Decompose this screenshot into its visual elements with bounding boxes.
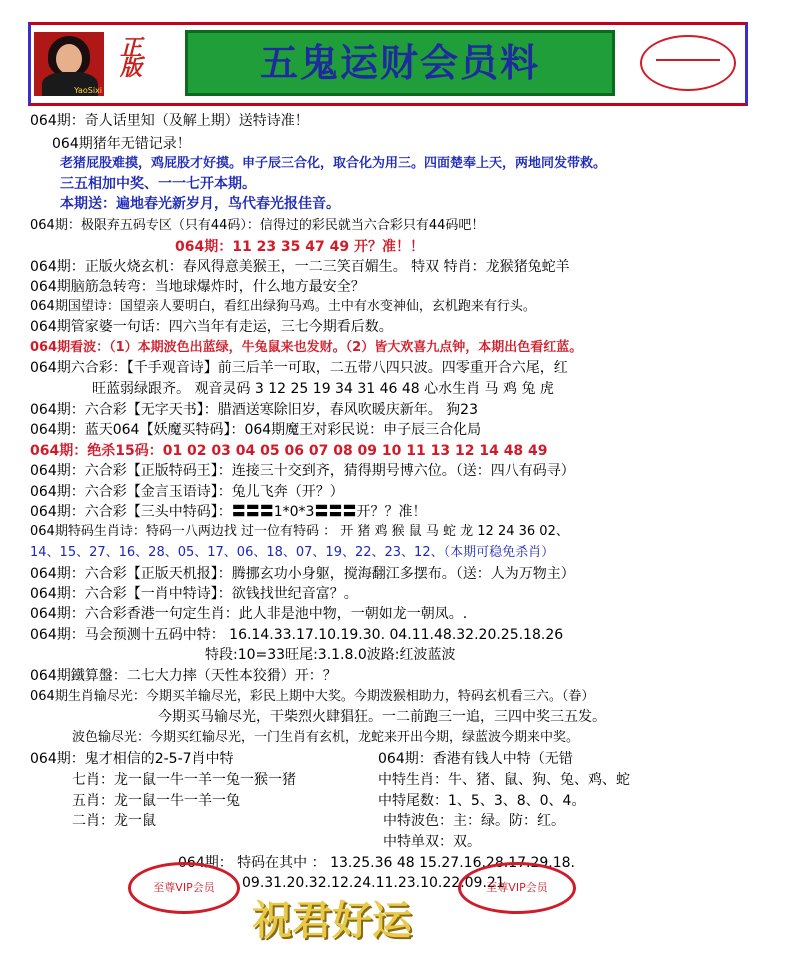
- oval-stamp-icon: [640, 35, 736, 91]
- line-21: 064期特码生肖诗：特码一八两边找 过一位有特码 ： 开 猪 鸡 猴 鼠 马 蛇 龙 12 24 36 02、: [30, 524, 569, 539]
- line-5: 本期送：遍地春光新岁月，鸟代春光报佳音。: [60, 196, 340, 212]
- vip-stamp-right-text: 至尊VIP会员: [486, 881, 548, 894]
- line-39: 中特波色：主：绿。防：红。: [383, 813, 565, 829]
- line-18: 064期：六合彩【正版特码王】：连接三十交到齐，猜得期号博六位。（送：四八有码寻）: [30, 463, 575, 479]
- line-24: 064期：六合彩【一肖中特诗】：欲钱找世纪音富？。: [30, 586, 358, 602]
- line-36: 五肖：龙一鼠一牛一羊一兔: [72, 793, 240, 809]
- vip-stamp-left-text: 至尊VIP会员: [153, 881, 215, 894]
- line-15: 064期：六合彩【无字天书】：腊酒送寒除旧岁，春风吹暖庆新年。 狗23: [30, 402, 478, 418]
- line-28: 064期鐵算盤：二七大力摔（天性本狡猾）开：？: [30, 668, 337, 684]
- line-26: 064期：马会预测十五码中特： 16.14.33.17.10.19.30. 04.11.48.32.20.25.18.26: [30, 627, 564, 643]
- blessing-text: 祝君好运: [252, 897, 412, 944]
- line-6: 064期：极限弃五码专区（只有44码）：信得过的彩民就当六合彩只有44码吧！: [30, 218, 485, 233]
- line-25: 064期：六合彩香港一句定生肖：此人非是池中物，一朝如龙一朝凤。.: [30, 606, 468, 622]
- line-13: 064期六合彩：【千手观音诗】前三后羊一可取，二五带八四只波。四零重开合六尾，红: [30, 360, 568, 376]
- line-34: 七肖：龙一鼠一牛一羊一兔一猴一猪: [72, 772, 296, 788]
- vip-stamp-right: [458, 862, 576, 914]
- line-40: 中特单双：双。: [383, 834, 481, 850]
- line-8: 064期：正版火烧玄机：春风得意美猴王，一二三笑百媚生。 特双 特肖：龙猴猪兔蛇羊: [30, 259, 570, 275]
- line-42: 09.31.20.32.12.24.11.23.10.22.09.21: [242, 875, 505, 891]
- line-7: 064期：11 23 35 47 49 开？准！！: [175, 239, 425, 255]
- line-14: 旺蓝弱绿跟齐。 观音灵码 3 12 25 19 34 31 46 48 心水生肖 马 鸡 兔 虎: [92, 381, 554, 397]
- line-2: 064期猪年无错记录！: [52, 136, 191, 152]
- line-37: 中特尾数：1、5、3、8、0、4。: [378, 793, 586, 809]
- line-33: 064期：香港有钱人中特（无错: [378, 751, 573, 767]
- zheng-label: 正版: [120, 35, 143, 81]
- line-31: 波色输尽光：今期买红输尽光，一门生肖有玄机，龙蛇来开出今期，绿蓝波今期来中奖。: [72, 730, 580, 745]
- line-22: 14、15、27、16、28、05、17、06、18、07、19、22、23、12、（本期可稳免杀肖）: [30, 545, 555, 560]
- photo-watermark: YaoSixi: [74, 86, 102, 95]
- line-23: 064期：六合彩【正版天机报】：腾挪玄功小身躯，搅海翻江多摆布。（送：人为万物主）: [30, 566, 575, 582]
- portrait-photo: [34, 32, 104, 96]
- face-shape: [56, 44, 82, 74]
- line-20: 064期：六合彩【三头中特码】：〓〓〓1*0*3〓〓〓开？？准！: [30, 504, 427, 520]
- line-10: 064期国望诗：国望亲人要明白，看红出绿狗马鸡。土中有水变神仙，玄机跑来有行头。: [30, 299, 536, 314]
- line-16: 064期：蓝天064【妖魔买特码】：064期魔王对彩民说：申子辰三合化局: [30, 422, 482, 438]
- line-3: 老猪屁股难摸，鸡屁股才好摸。申子辰三合化，取合化为用三。四面楚奉上天，两地同发带救。: [60, 156, 607, 171]
- line-17: 064期：绝杀15码：01 02 03 04 05 06 07 08 09 10 11 13 12 14 48 49: [30, 443, 548, 459]
- line-4: 三五相加中奖、一一七开本期。: [60, 176, 256, 192]
- line-19: 064期：六合彩【金言玉语诗】：兔儿飞奔（开？）: [30, 484, 344, 500]
- line-11: 064期管家婆一句话：四六当年有走运，三七今期看后数。: [30, 319, 393, 335]
- line-29: 064期生肖输尽光：今期买羊输尽光，彩民上期中大奖。今期泼猴相助力，特码玄机看三六。（眷）: [30, 689, 595, 704]
- line-12: 064期看波：（1）本期波色出蓝绿，牛兔鼠来也发财。（2）皆大欢喜九点钟，本期出色看红蓝。: [30, 340, 583, 355]
- main-title-box: [185, 30, 615, 96]
- line-27: 特段:10=33旺尾:3.1.8.0波路:红波蓝波: [205, 647, 456, 663]
- line-41: 064期： 特码在其中 ： 13.25.36 48 15.27.16.28.17.29.18.: [178, 855, 575, 871]
- line-35: 中特生肖：牛、猪、鼠、狗、兔、鸡、蛇: [378, 772, 630, 788]
- main-title: 五鬼运财会员料: [259, 41, 540, 85]
- line-32: 064期：鬼才相信的2-5-7肖中特: [30, 751, 234, 767]
- line-38: 二肖：龙一鼠: [72, 813, 156, 829]
- line-1: 064期：奇人话里知（及解上期）送特诗准！: [30, 113, 309, 129]
- vip-stamp-left: [128, 862, 240, 914]
- line-9: 064期脑筋急转弯：当地球爆炸时，什么地方最安全？: [30, 279, 365, 295]
- line-30: 今期买马输尽光，干柴烈火肆猖狂。一二前跑三一追，三四中奖三五发。: [158, 709, 606, 725]
